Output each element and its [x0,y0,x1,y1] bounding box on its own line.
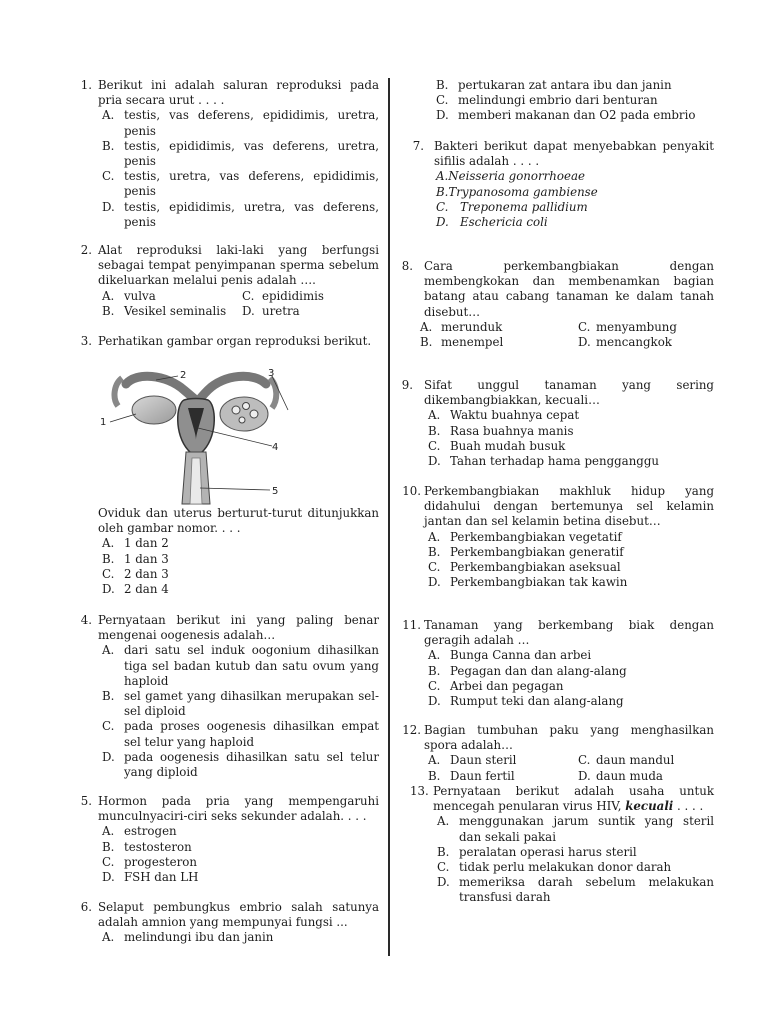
option-c[interactable]: menyambung [596,319,677,334]
option-text: melindungi ibu dan janin [124,930,274,945]
option-a[interactable] [102,536,379,551]
option-letter: A. [102,108,115,123]
option-text: Perkembangbiakan aseksual [450,560,621,575]
option-letter: A. [102,930,115,945]
option-letter: B. [436,78,449,92]
question-6 [76,900,379,946]
option-c[interactable] [102,855,379,870]
question-text: Hormon pada pria yang mempengaruhi munculnyaciri-ciri seks sekunder adalah. . . . [98,794,379,824]
question-text: Oviduk dan uterus berturut-turut ditunjukkan oleh gambar nomor. . . . [98,506,379,536]
question-number: 3. [80,334,92,348]
question-3-continued [76,506,379,597]
question-text [433,784,714,814]
option-letter: C. [102,719,115,734]
option-a[interactable]: Daun steril [450,753,517,768]
option-text: testis, epididimis, vas deferens, uretra, penis [124,138,379,169]
question-9 [401,378,714,469]
diagram-label-4: 4 [272,442,279,453]
option-c[interactable]: daun mandul [596,753,675,768]
option-letter: C. [102,169,115,184]
option-letter: A. [102,536,115,551]
option-letter: B. [102,689,115,704]
option-letter: A. [428,648,441,663]
option-letter: B. [437,844,450,859]
option-letter: D. [428,694,441,709]
option-c[interactable] [102,169,379,199]
option-b-letter: B. [428,768,441,783]
option-d[interactable] [102,870,379,885]
diagram-label-5: 5 [272,486,279,497]
question-text: Berikut ini adalah saluran reproduksi pada pria secara urut . . . . [98,78,379,108]
option-letter: B. [428,544,441,559]
option-text: testis, vas deferens, epididimis, uretra, penis [124,108,379,138]
option-text: Pegagan dan dan alang-alang [450,663,627,678]
options-row [401,769,714,784]
question-number: 7. [412,139,424,153]
option-text: Arbei dan pegagan [450,678,564,693]
option-letter: A. [437,814,450,829]
option-text: pertukaran zat antara ibu dan janin [458,78,672,92]
option-text: melindungi embrio dari benturan [458,93,658,108]
option-letter: C. [428,560,441,575]
option-b[interactable] [102,139,379,169]
option-text: Perkembangbiakan vegetatif [450,529,622,544]
option-text: Rasa buahnya manis [450,423,574,438]
option-letter: D. [436,108,449,123]
option-a[interactable]: merunduk [441,319,503,334]
question-6-continued [412,78,714,124]
option-c[interactable] [102,567,379,582]
option-letter: A. [102,824,115,839]
option-text: testosteron [124,839,192,854]
option-d-letter: D. [578,335,591,349]
option-a[interactable] [102,643,379,689]
option-d[interactable] [428,575,714,590]
fimbriae-left [115,378,122,406]
option-c[interactable] [102,719,379,749]
option-c[interactable] [437,860,714,875]
option-text: Treponema pallidium [460,199,588,214]
question-number: 1. [80,78,92,92]
option-d-letter: D. [242,303,255,318]
option-text: menggunakan jarum suntik yang steril dan sekali pakai [459,814,714,844]
option-b[interactable] [437,845,714,860]
option-c-letter: C. [578,319,591,334]
question-text: Selaput pembungkus embrio salah satunya adalah amnion yang mempunyai fungsi ... [98,900,379,930]
option-letter: C. [102,566,115,581]
option-letter: D. [102,582,115,597]
option-a[interactable] [428,530,714,545]
option-letter: C. [102,854,115,869]
option-text: estrogen [124,824,177,839]
option-text: peralatan operasi harus steril [459,844,637,859]
question-text: Perkembangbiakan makhluk hidup yang didahului dengan bertemunya sel kelamin jantan dan sel kelamin betina disebut… [424,484,714,529]
question-10 [401,484,714,590]
options-row [76,304,379,319]
question-number: 8. [401,259,413,273]
option-letter: A. [102,643,115,658]
option-letter: D. [428,575,441,590]
option-letter: B. [102,839,115,854]
question-11 [401,618,714,709]
option-letter: B. [102,551,115,566]
question-text: Cara perkembangbiakan dengan membengkokan dan membenamkan bagian batang atau cabang tanaman ke dalam tanah disebut… [424,259,714,319]
option-text: 2 dan 3 [124,566,169,581]
option-letter: C. [436,93,449,108]
option-d[interactable] [436,108,714,123]
option-text: Eschericia coli [460,215,548,230]
option-d[interactable] [437,875,714,905]
question-number: 2. [80,243,92,257]
question-number: 11. [402,618,421,632]
option-a-letter: A. [102,288,115,303]
question-13 [410,784,714,906]
option-text: Tahan terhadap hama pengganggu [450,454,660,469]
question-text: Sifat unggul tanaman yang sering dikembangbiakkan, kecuali… [424,378,714,408]
option-a[interactable] [428,408,714,423]
option-text: sel gamet yang dihasilkan merupakan sel-sel diploid [124,689,379,719]
option-text: Trypanosoma gambiense [448,184,598,199]
option-letter: C. [437,860,450,875]
option-d[interactable]: daun muda [596,768,663,783]
options-row [76,289,379,304]
option-letter: C. [428,438,441,453]
option-b[interactable]: menempel [441,335,504,349]
option-letter: D. [102,870,115,885]
option-text: pada oogenesis dihasilkan satu sel telur yang diploid [124,749,379,780]
question-number: 5. [80,794,92,808]
option-d[interactable] [428,694,714,709]
option-b[interactable] [102,689,379,719]
option-d-letter: D. [578,768,591,783]
question-12 [401,723,714,784]
option-c[interactable]: epididimis [262,288,324,303]
option-c[interactable] [428,439,714,454]
question-text-main: Pernyataan berikut adalah usaha untuk mencegah penularan virus HIV, [433,784,714,814]
question-8 [401,259,714,350]
option-text: 1 dan 2 [124,536,169,551]
option-letter: B. [436,184,449,199]
option-a[interactable] [102,108,379,138]
option-a[interactable] [428,648,714,663]
option-text: tidak perlu melakukan donor darah [459,860,672,875]
option-b[interactable]: Daun fertil [450,768,515,783]
option-text: dari satu sel induk oogonium dihasilkan tiga sel badan kutub dan satu ovum yang haploid [124,643,379,688]
option-letter: B. [428,423,441,438]
option-letter: D. [436,215,449,230]
option-a[interactable] [102,824,379,839]
option-letter: D. [437,875,450,890]
emphasis-kecuali: kecuali [625,799,674,814]
option-c[interactable] [428,679,714,694]
option-letter: A. [428,529,441,544]
option-d[interactable] [102,582,379,597]
option-a[interactable] [436,169,714,184]
question-3 [76,334,379,349]
option-text: FSH dan LH [124,870,199,885]
option-d[interactable] [436,215,714,230]
diagram-label-2: 2 [180,370,187,381]
female-reproductive-organ-diagram [96,364,294,506]
option-letter: D. [102,749,115,764]
option-letter: B. [102,138,115,153]
diagram-label-3: 3 [268,368,275,379]
option-a[interactable]: vulva [124,288,156,303]
option-text: Perkembangbiakan tak kawin [450,575,628,590]
option-text: progesteron [124,854,197,869]
option-b[interactable]: Vesikel seminalis [124,303,227,318]
question-number: 4. [80,613,92,627]
option-text: Perkembangbiakan generatif [450,544,624,559]
option-text: pada proses oogenesis dihasilkan empat sel telur yang haploid [124,719,379,749]
option-letter: D. [102,199,115,214]
option-b[interactable] [436,185,714,200]
option-c-letter: C. [578,753,591,768]
option-c[interactable] [436,200,714,215]
option-a-letter: A. [420,319,433,334]
question-number: 10. [402,484,421,498]
question-text: Perhatikan gambar organ reproduksi berikut. [98,334,372,348]
option-b[interactable] [428,424,714,439]
question-4 [76,613,379,780]
question-1 [76,78,379,230]
question-text-end: . . . . [677,799,704,814]
option-letter: C. [436,199,449,214]
option-text: testis, epididimis, uretra, vas deferens, penis [124,199,379,229]
options-row [401,753,714,768]
option-letter: A. [428,408,441,423]
option-b[interactable] [102,552,379,567]
option-a-letter: A. [428,753,441,768]
option-b[interactable] [102,840,379,855]
question-text: Pernyataan berikut ini yang paling benar mengenai oogenesis adalah… [98,613,379,643]
option-c[interactable] [436,93,714,108]
option-text: 2 dan 4 [124,582,169,597]
question-text: Alat reproduksi laki-laki yang berfungsi sebagai tempat penyimpanan sperma sebelum dikeluarkan melalui penis adalah …. [98,243,379,288]
option-a[interactable] [437,814,714,844]
option-d[interactable]: mencangkok [596,335,672,349]
option-text: Rumput teki dan alang-alang [450,694,624,709]
ovary-right [220,397,268,431]
option-d[interactable]: uretra [262,303,300,318]
option-c-letter: C. [242,288,255,303]
question-number: 6. [80,900,92,914]
option-b-letter: B. [420,335,433,349]
question-text: Tanaman yang berkembang biak dengan geragih adalah … [424,618,714,648]
option-letter: A. [436,169,449,184]
option-letter: B. [428,663,441,678]
question-number: 9. [401,378,413,392]
option-a[interactable] [102,930,379,945]
option-text: Neisseria gonorrhoeae [448,169,585,184]
option-d[interactable] [102,200,379,230]
question-7 [410,139,714,230]
option-text: memeriksa darah sebelum melakukan transfusi darah [459,875,714,905]
option-c[interactable] [428,560,714,575]
options-row [401,335,714,350]
option-text: Waktu buahnya cepat [450,408,580,423]
option-d[interactable] [102,750,379,780]
option-b[interactable] [428,664,714,679]
option-b-letter: B. [102,303,115,318]
option-letter: D. [428,454,441,469]
question-number: 12. [402,723,421,737]
question-text: Bakteri berikut dapat menyebabkan penyakit sifilis adalah . . . . [434,139,714,169]
options-row [401,320,714,335]
option-b[interactable] [428,545,714,560]
option-b[interactable] [436,78,714,93]
question-5 [76,794,379,885]
option-text: Bunga Canna dan arbei [450,648,592,663]
question-number: 13. [410,784,429,798]
option-d[interactable] [428,454,714,469]
diagram-label-1: 1 [100,417,107,428]
option-text: Buah mudah busuk [450,438,566,453]
option-text: memberi makanan dan O2 pada embrio [458,108,696,123]
ovary-left [132,396,176,424]
option-text: testis, uretra, vas deferens, epididimis, penis [124,169,379,199]
question-2 [76,243,379,319]
option-text: 1 dan 3 [124,551,169,566]
column-divider [388,78,390,956]
option-letter: C. [428,678,441,693]
question-text: Bagian tumbuhan paku yang menghasilkan spora adalah… [424,723,714,753]
